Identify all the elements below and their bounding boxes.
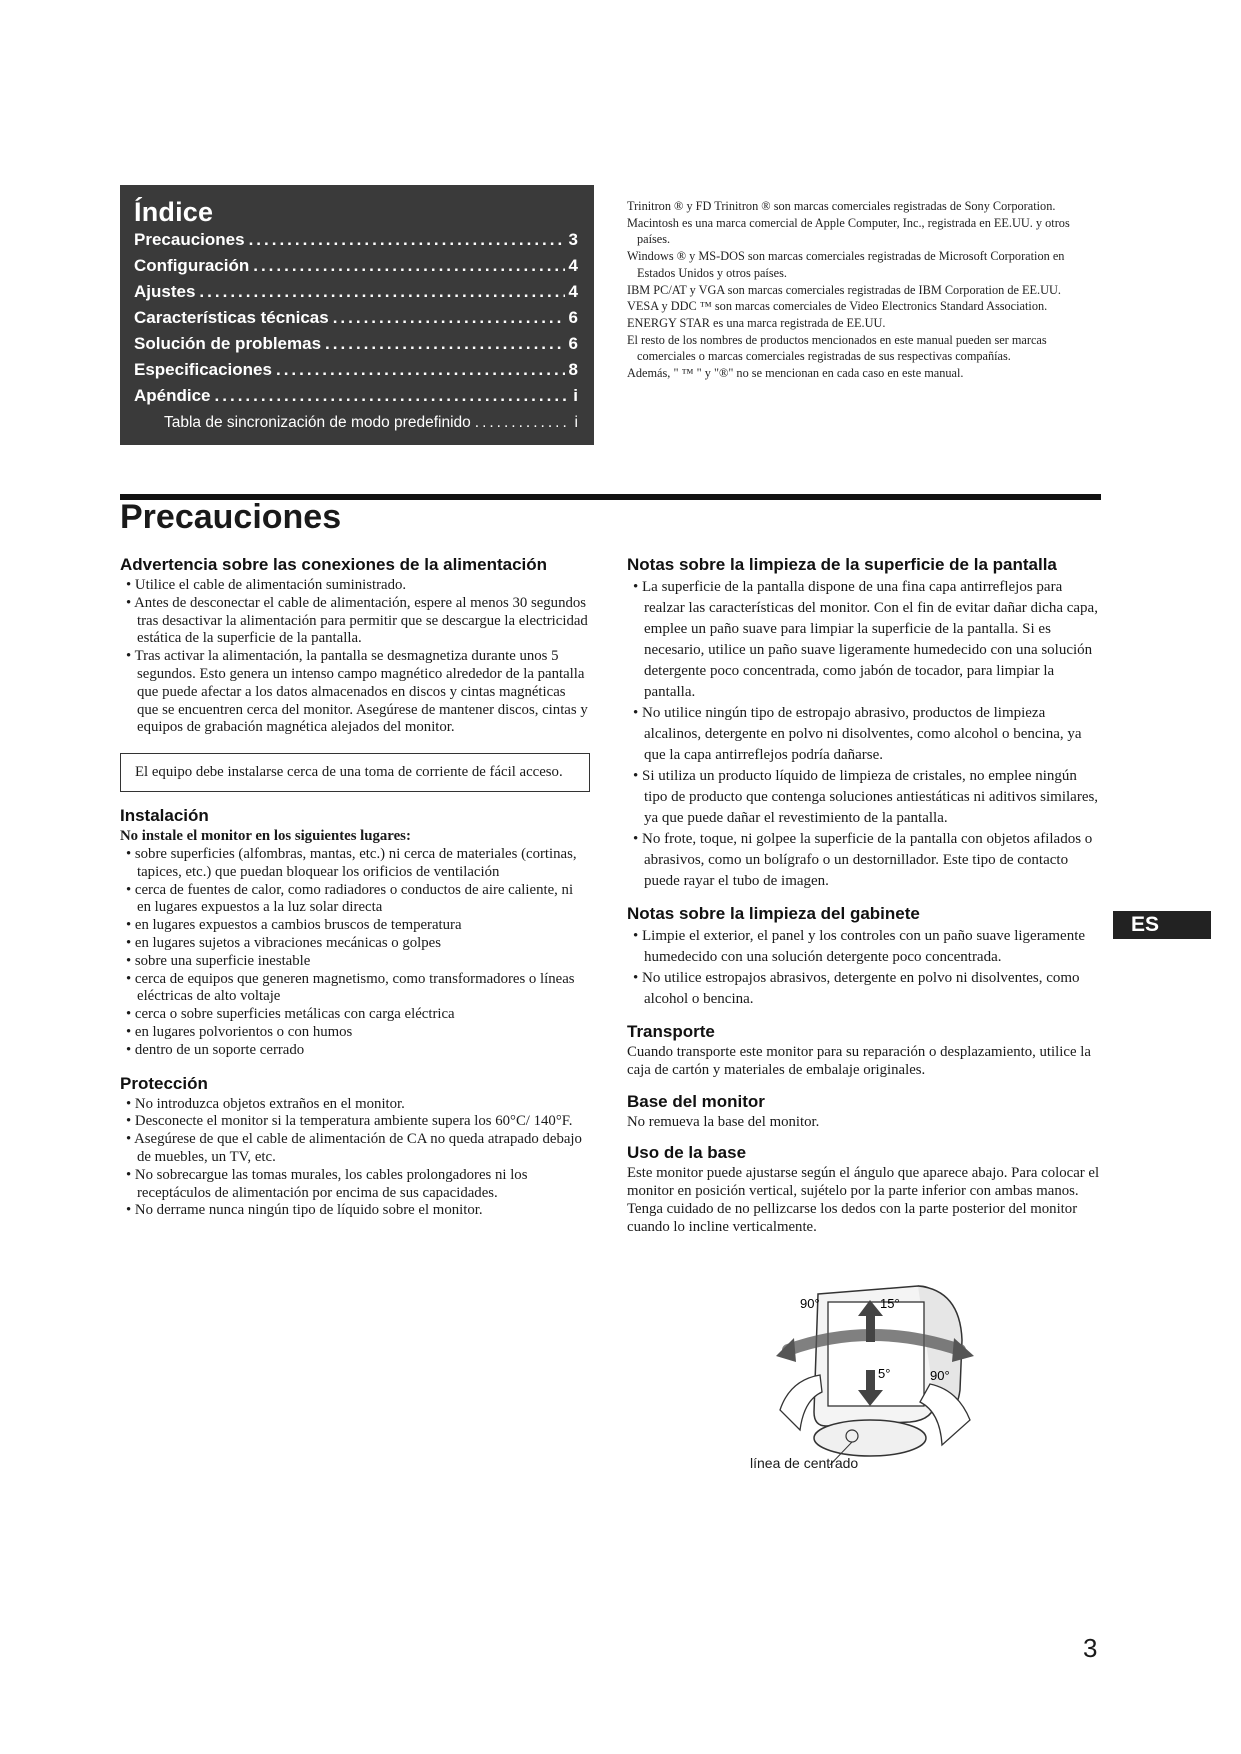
trademark-item: IBM PC/AT y VGA son marcas comerciales registradas de IBM Corporation de EE.UU. — [627, 282, 1061, 297]
power-list — [120, 577, 590, 737]
toc-item-caracteristicas[interactable]: Características técnicas ..... 6 — [134, 308, 578, 334]
trademark-item: ENERGY STAR es una marca registrada de EE.UU. — [627, 315, 886, 330]
list-item: • Tras activar la alimentación, la pantalla se desmagnetiza durante unos 5 segundos. Esto genera un intenso campo magnético alrededor de la pantalla que puede afectar a los datos almacenados en discos y cintas magnéticas que se encuentren cerca del monitor. Asegúrese de mantener discos, cintas y equipos de grabación magnética alejados del monitor. — [120, 648, 590, 737]
monitor-tilt-illustration — [770, 1280, 980, 1465]
cabinet-cleaning-heading: Notas sobre la limpieza del gabinete — [627, 904, 920, 923]
angle-right-label: 90° — [930, 1368, 950, 1383]
base-use-heading: Uso de la base — [627, 1143, 747, 1163]
toc-title: Índice — [134, 197, 214, 227]
list-item: • La superficie de la pantalla dispone de una fina capa antirreflejos para realzar las características del monitor. Con el fin de evitar dañar dicha capa, emplee un paño suave para limpiar la superficie de la pantalla. Si es necesario, utilice un paño suave ligeramente humedecido con una solución detergente poco concentrada, como jabón de tocador, para limpiar la pantalla. — [627, 577, 1102, 703]
list-item: • Desconecte el monitor si la temperatura ambiente supera los 60°C/ 140°F. — [120, 1113, 590, 1131]
list-item: • No utilice estropajos abrasivos, detergente en polvo ni disolventes, como alcohol o bencina. — [627, 968, 1102, 1010]
trademark-item: Windows ® y MS-DOS son marcas comerciales registradas de Microsoft Corporation en Estados Unidos y otros países. — [627, 249, 1065, 280]
toc-item-configuracion[interactable]: Configuración ..... 4 — [134, 256, 578, 282]
list-item: • en lugares polvorientos o con humos — [120, 1024, 590, 1042]
toc-item-solucion[interactable]: Solución de problemas ..... 6 — [134, 334, 578, 360]
right-column — [627, 555, 1102, 1237]
toc-item-especificaciones[interactable]: Especificaciones ..... 8 — [134, 360, 578, 386]
trademark-item: VESA y DDC ™ son marcas comerciales de Video Electronics Standard Association. — [627, 299, 1048, 314]
figure-caption: línea de centrado — [750, 1455, 859, 1471]
outlet-notice-box: El equipo debe instalarse cerca de una toma de corriente de fácil acceso. — [120, 753, 590, 792]
list-item: • dentro de un soporte cerrado — [120, 1042, 590, 1060]
base-heading: Base del monitor — [627, 1091, 765, 1111]
install-heading: Instalación — [120, 806, 209, 826]
list-item: • Limpie el exterior, el panel y los controles con un paño suave ligeramente humedecido con una solución detergente poco concentrada. — [627, 926, 1102, 968]
list-item: • No introduzca objetos extraños en el monitor. — [120, 1096, 590, 1114]
trademark-item: El resto de los nombres de productos mencionados en este manual pueden ser marcas comerciales o marcas comerciales registradas de sus respectivas compañías. — [627, 332, 1047, 364]
list-item: • sobre superficies (alfombras, mantas, etc.) ni cerca de materiales (cortinas, tapices, etc.) que puedan bloquear los orificios de ventilación — [120, 846, 590, 882]
list-item: • No sobrecargue las tomas murales, los cables prolongadores ni los receptáculos de alimentación por encima de sus capacidades. — [120, 1167, 590, 1203]
list-item: • No frote, toque, ni golpee la superficie de la pantalla con objetos afilados o abrasivos, como un bolígrafo o un destornillador. Este tipo de contacto puede rayar el tubo de imagen. — [627, 829, 1102, 892]
screen-cleaning-heading: Notas sobre la limpieza de la superficie de la pantalla — [627, 555, 1057, 574]
trademark-notes — [627, 198, 1087, 382]
list-item: • No derrame nunca ningún tipo de líquido sobre el monitor. — [120, 1202, 590, 1220]
list-item: • en lugares expuestos a cambios bruscos de temperatura — [120, 917, 590, 935]
list-item: • Asegúrese de que el cable de alimentación de CA no queda atrapado debajo de muebles, un TV, etc. — [120, 1131, 590, 1167]
trademark-item: Macintosh es una marca comercial de Apple Computer, Inc., registrada en EE.UU. y otros países. — [627, 215, 1070, 247]
cabinet-cleaning-list — [627, 926, 1102, 1010]
toc-item-ajustes[interactable]: Ajustes ..... 4 — [134, 282, 578, 308]
base-use-text: Este monitor puede ajustarse según el ángulo que aparece abajo. Para colocar el monitor en posición vertical, sujételo por la parte inferior con ambas manos. Tenga cuidado de no pellizcarse los dedos con la parte posterior del monitor cuando lo incline verticalmente. — [627, 1165, 1100, 1235]
list-item: • No utilice ningún tipo de estropajo abrasivo, productos de limpieza alcalinos, detergente en polvo ni disolventes, como alcohol o bencina, ya que la capa antirreflejos podría dañarse. — [627, 703, 1102, 766]
list-item: • Si utiliza un producto líquido de limpieza de cristales, no emplee ningún tipo de producto que contenga soluciones antiestáticas ni aditivos similares, ya que puede dañar el revestimiento de la pantalla. — [627, 766, 1102, 829]
list-item: • Utilice el cable de alimentación suministrado. — [120, 577, 590, 595]
screen-cleaning-list — [627, 577, 1102, 892]
transport-text: Cuando transporte este monitor para su reparación o desplazamiento, utilice la caja de cartón y materiales de embalaje originales. — [627, 1044, 1091, 1078]
transport-heading: Transporte — [627, 1022, 715, 1041]
list-item: • cerca de equipos que generen magnetismo, como transformadores o líneas eléctricas de alto voltaje — [120, 971, 590, 1007]
left-column — [120, 555, 590, 1220]
angle-down-label: 5° — [878, 1366, 891, 1381]
list-item: • cerca de fuentes de calor, como radiadores o conductos de aire caliente, ni en lugares expuestos a la luz solar directa — [120, 882, 590, 918]
trademark-item: Además, " ™ " y "®" no se mencionan en cada caso en este manual. — [627, 366, 964, 381]
page-title: Precauciones — [120, 498, 342, 536]
trademark-item: Trinitron ® y FD Trinitron ® son marcas comerciales registradas de Sony Corporation. — [627, 199, 1056, 213]
protection-list — [120, 1096, 590, 1221]
angle-up-label: 15° — [880, 1296, 900, 1311]
install-subheading: No instale el monitor en los siguientes lugares: — [120, 828, 411, 845]
angle-left-label: 90° — [800, 1296, 820, 1311]
toc-subitem-tabla[interactable]: Tabla de sincronización de modo predefinido ..... i — [134, 414, 578, 440]
install-list — [120, 846, 590, 1060]
toc-item-apendice[interactable]: Apéndice ..... i — [134, 386, 578, 412]
base-text: No remueva la base del monitor. — [627, 1113, 820, 1130]
language-tab: ES — [1113, 911, 1211, 939]
page-number: 3 — [1083, 1633, 1098, 1663]
toc-item-precauciones[interactable]: Precauciones ..... 3 — [134, 230, 578, 256]
list-item: • Antes de desconectar el cable de alimentación, espere al menos 30 segundos tras desactivar la alimentación para permitir que se descargue la electricidad estática de la superficie de la pantalla. — [120, 595, 590, 648]
list-item: • en lugares sujetos a vibraciones mecánicas o golpes — [120, 935, 590, 953]
power-heading: Advertencia sobre las conexiones de la alimentación — [120, 555, 548, 574]
protection-heading: Protección — [120, 1073, 208, 1093]
table-of-contents — [120, 185, 594, 445]
list-item: • cerca o sobre superficies metálicas con carga eléctrica — [120, 1006, 590, 1024]
list-item: • sobre una superficie inestable — [120, 953, 590, 971]
